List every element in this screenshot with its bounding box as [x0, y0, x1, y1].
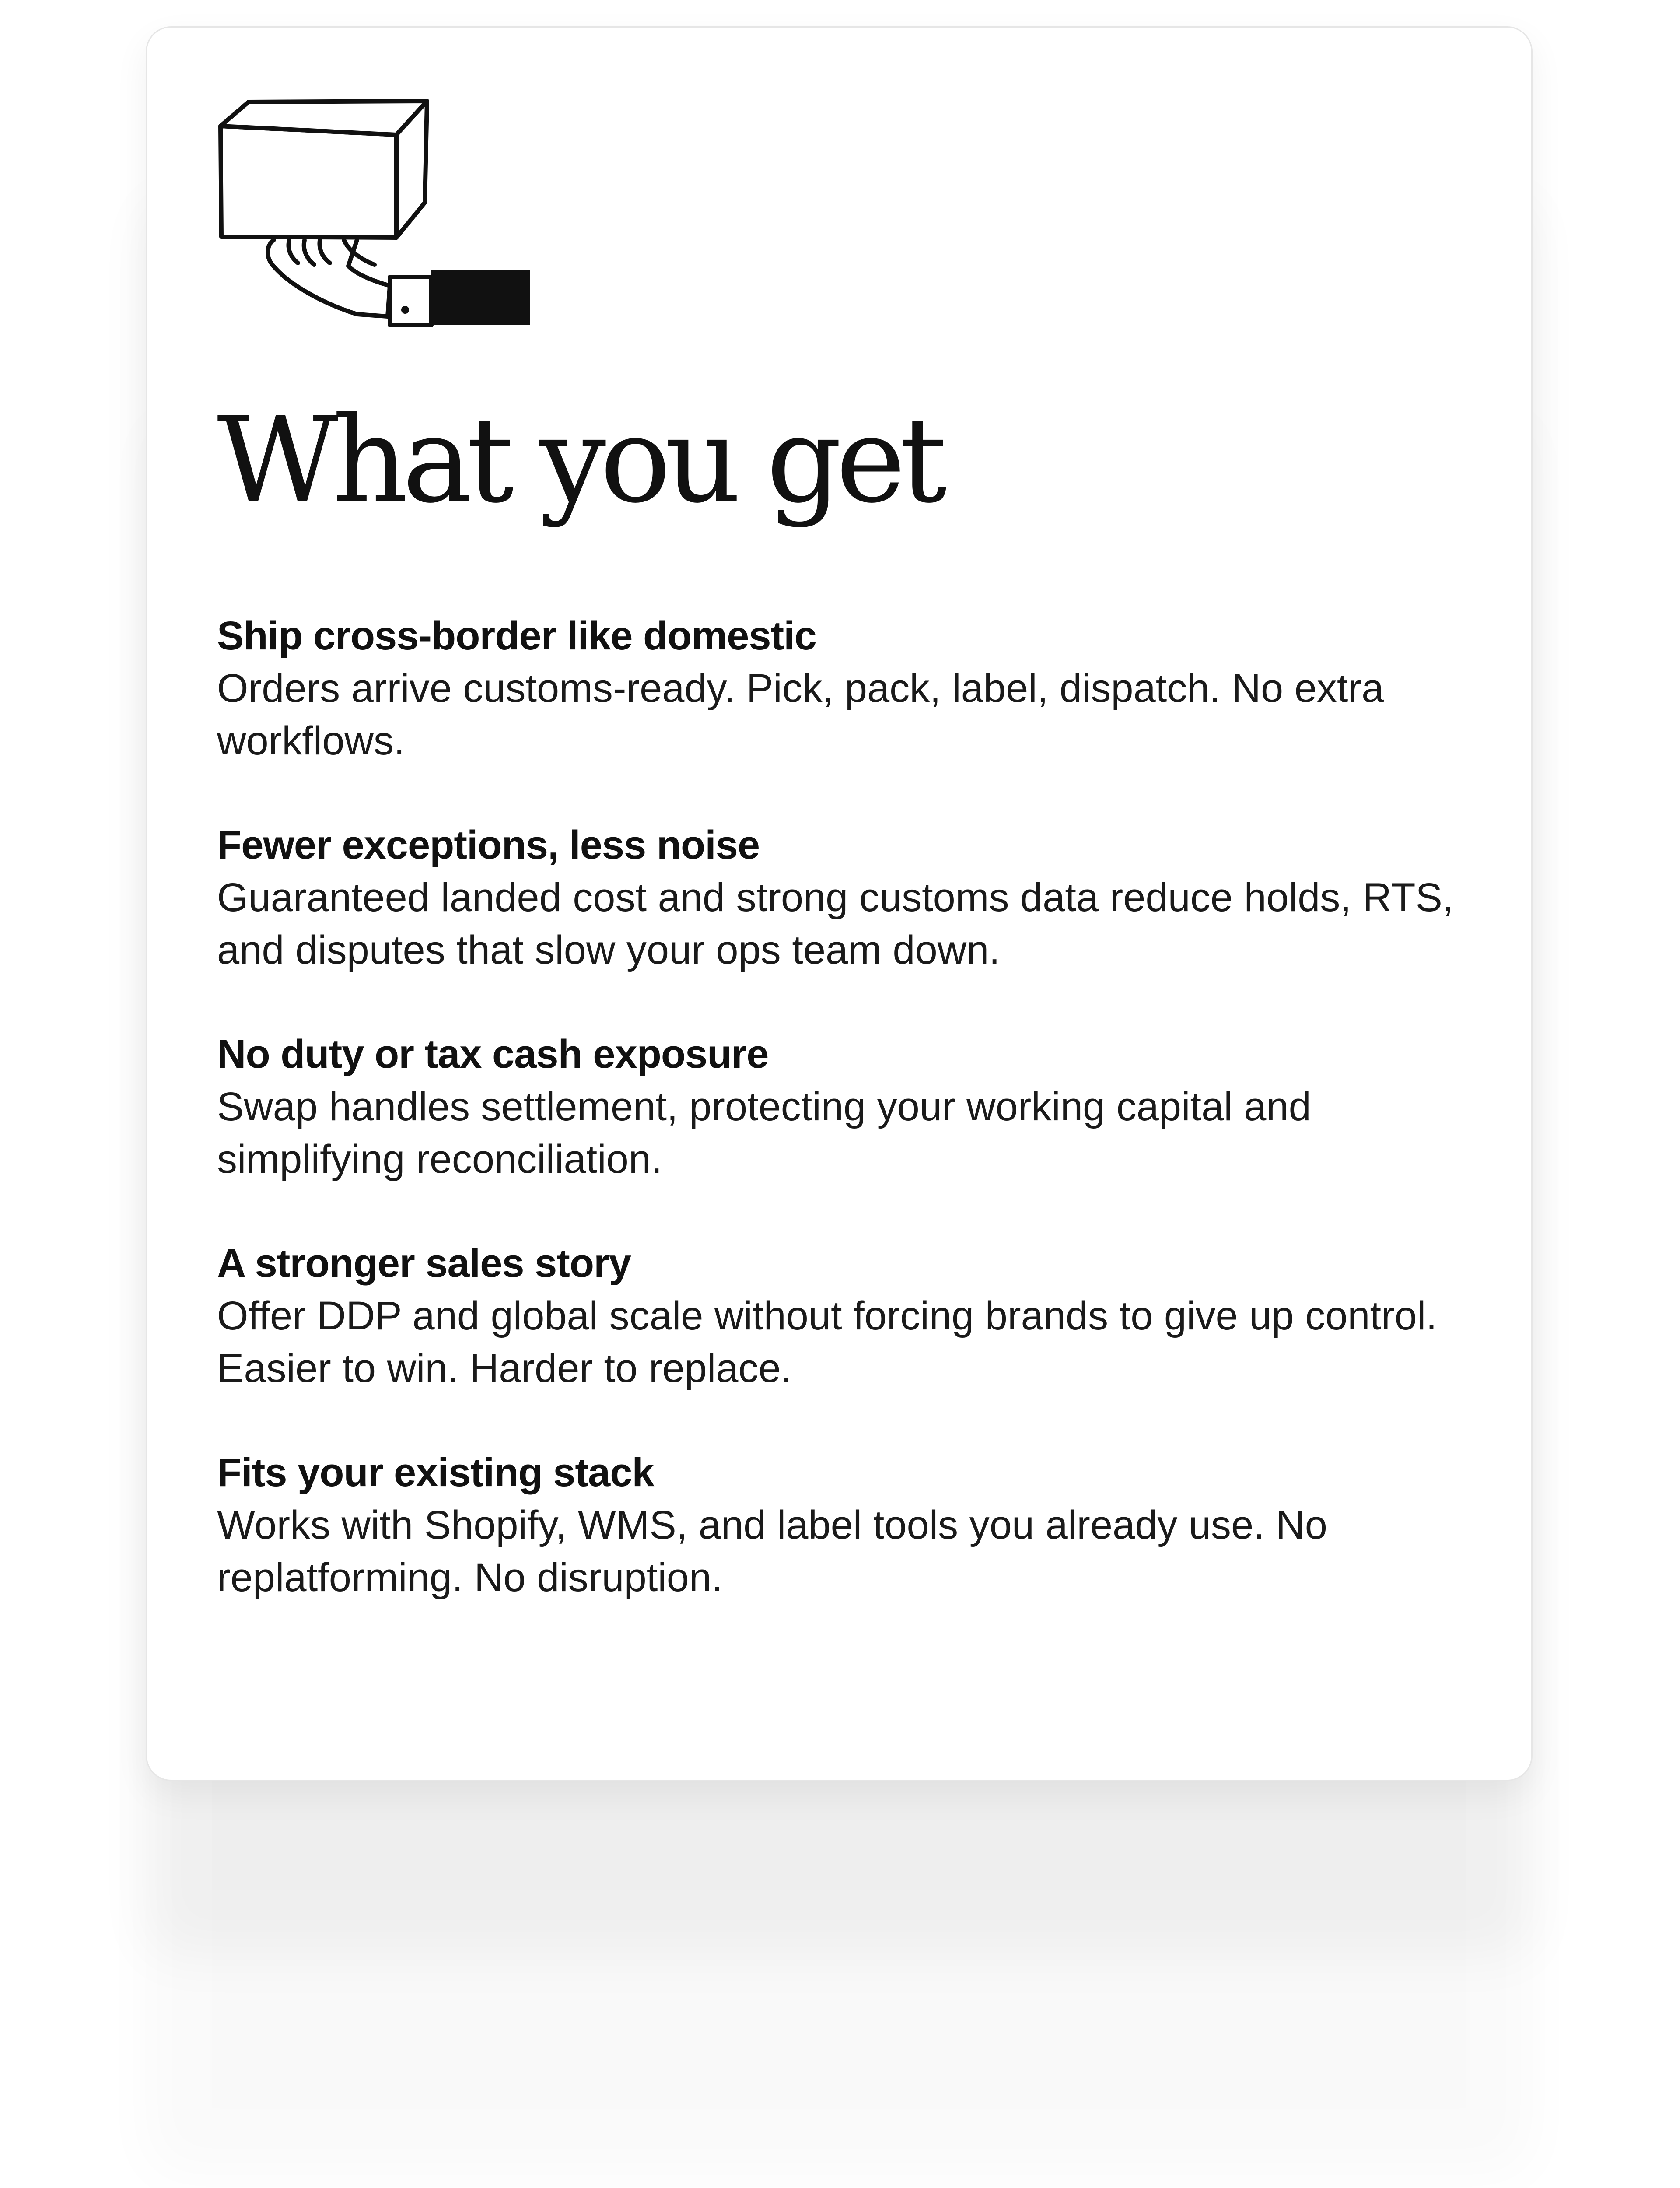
feature-heading: A stronger sales story [217, 1241, 631, 1286]
feature-heading: Fits your existing stack [217, 1450, 654, 1495]
list-item [217, 1446, 1477, 1604]
feature-heading: Fewer exceptions, less noise [217, 823, 760, 867]
feature-description: Works with Shopify, WMS, and label tools you already use. No replatforming. No disruption. [217, 1503, 1327, 1600]
feature-description: Swap handles settlement, protecting your working capital and simplifying reconciliation. [217, 1084, 1311, 1182]
feature-description: Guaranteed landed cost and strong customs data reduce holds, RTS, and disputes that slow your ops team down. [217, 875, 1454, 972]
feature-description: Offer DDP and global scale without forcing brands to give up control. Easier to win. Harder to replace. [217, 1294, 1437, 1391]
what-you-get-card [146, 26, 1533, 1781]
feature-heading: Ship cross-border like domestic [217, 614, 816, 658]
list-item [217, 819, 1477, 976]
page-title: What you get [217, 391, 941, 529]
feature-description: Orders arrive customs-ready. Pick, pack, label, dispatch. No extra workflows. [217, 666, 1384, 763]
list-item [217, 610, 1477, 767]
list-item [217, 1237, 1477, 1395]
list-item [217, 1028, 1477, 1185]
feature-heading: No duty or tax cash exposure [217, 1032, 769, 1076]
feature-list [217, 610, 1477, 1655]
hand-holding-box-icon [217, 93, 532, 338]
